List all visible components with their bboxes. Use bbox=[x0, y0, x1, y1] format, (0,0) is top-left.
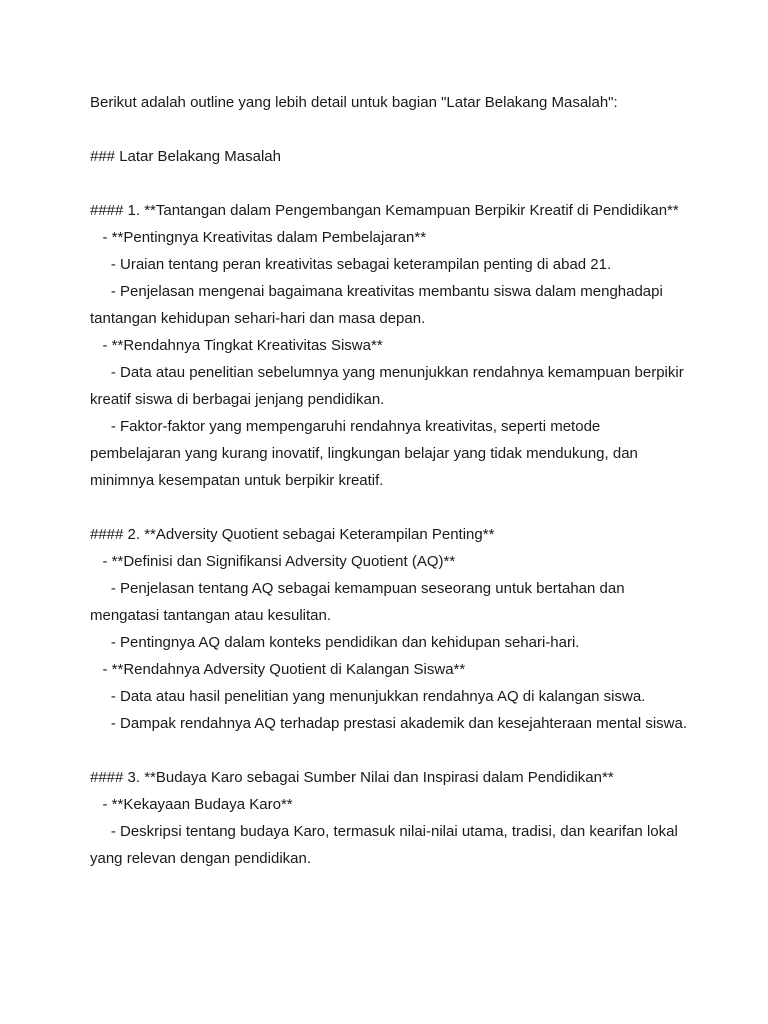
section-1-sub-1-title: - **Pentingnya Kreativitas dalam Pembelajaran** bbox=[90, 229, 427, 246]
spacer bbox=[90, 494, 690, 521]
list-item: - Data atau hasil penelitian yang menunjukkan rendahnya AQ di kalangan siswa. bbox=[90, 688, 646, 705]
document-page bbox=[90, 89, 690, 872]
spacer bbox=[90, 116, 690, 143]
list-item: - Faktor-faktor yang mempengaruhi rendahnya kreativitas, seperti metode pembelajaran yang kurang inovatif, lingkungan belajar yang tidak mendukung, dan minimnya kesempatan untuk berpikir kreatif. bbox=[90, 418, 643, 489]
section-2-sub-2-title: - **Rendahnya Adversity Quotient di Kalangan Siswa** bbox=[90, 661, 466, 678]
list-item: - Data atau penelitian sebelumnya yang menunjukkan rendahnya kemampuan berpikir kreatif siswa di berbagai jenjang pendidikan. bbox=[90, 364, 688, 408]
spacer bbox=[90, 737, 690, 764]
list-item: - Dampak rendahnya AQ terhadap prestasi akademik dan kesejahteraan mental siswa. bbox=[90, 715, 687, 732]
section-1-title: #### 1. **Tantangan dalam Pengembangan Kemampuan Berpikir Kreatif di Pendidikan** bbox=[90, 202, 679, 219]
list-item: - Deskripsi tentang budaya Karo, termasuk nilai-nilai utama, tradisi, dan kearifan lokal yang relevan dengan pendidikan. bbox=[90, 823, 682, 867]
main-heading: ### Latar Belakang Masalah bbox=[90, 148, 281, 165]
intro-paragraph: Berikut adalah outline yang lebih detail untuk bagian "Latar Belakang Masalah": bbox=[90, 94, 618, 111]
list-item: - Pentingnya AQ dalam konteks pendidikan dan kehidupan sehari-hari. bbox=[90, 634, 580, 651]
list-item: - Penjelasan tentang AQ sebagai kemampuan seseorang untuk bertahan dan mengatasi tantangan atau kesulitan. bbox=[90, 580, 629, 624]
section-2-title: #### 2. **Adversity Quotient sebagai Keterampilan Penting** bbox=[90, 526, 495, 543]
list-item: - Penjelasan mengenai bagaimana kreativitas membantu siswa dalam menghadapi tantangan kehidupan sehari-hari dan masa depan. bbox=[90, 283, 667, 327]
section-1-sub-2-title: - **Rendahnya Tingkat Kreativitas Siswa** bbox=[90, 337, 383, 354]
list-item: - Uraian tentang peran kreativitas sebagai keterampilan penting di abad 21. bbox=[90, 256, 612, 273]
section-3-title: #### 3. **Budaya Karo sebagai Sumber Nilai dan Inspirasi dalam Pendidikan** bbox=[90, 769, 614, 786]
spacer bbox=[90, 170, 690, 197]
section-3-sub-1-title: - **Kekayaan Budaya Karo** bbox=[90, 796, 293, 813]
section-2-sub-1-title: - **Definisi dan Signifikansi Adversity Quotient (AQ)** bbox=[90, 553, 456, 570]
